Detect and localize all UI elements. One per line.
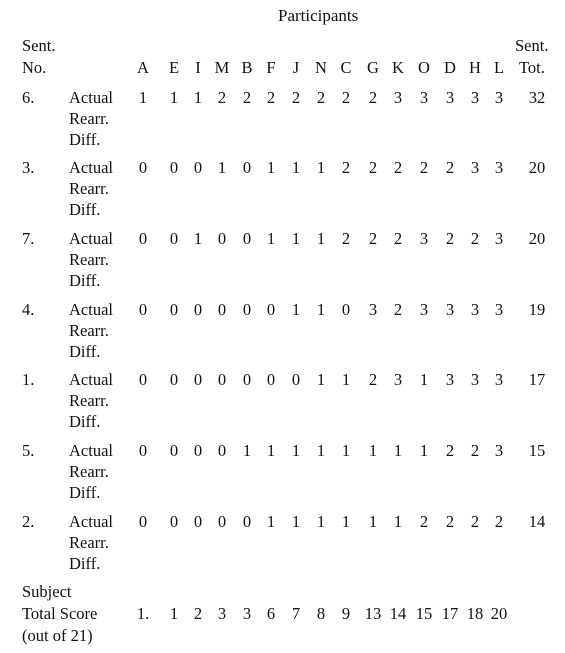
participant-header: I bbox=[195, 58, 201, 77]
sentence-number: 2. bbox=[22, 512, 35, 531]
score-cell: 2 bbox=[393, 229, 403, 248]
score-cell: 0 bbox=[193, 370, 203, 389]
participant-header: B bbox=[241, 58, 253, 77]
sentence-total: 20 bbox=[528, 229, 546, 248]
participant-header: D bbox=[444, 58, 456, 77]
row-label: Diff. bbox=[69, 483, 101, 502]
score-cell: 0 bbox=[193, 512, 203, 531]
score-cell: 2 bbox=[368, 88, 378, 107]
score-cell: 0 bbox=[193, 300, 203, 319]
row-label: Rearr. bbox=[69, 533, 109, 552]
score-cell: 2 bbox=[393, 158, 403, 177]
score-cell: 1 bbox=[291, 512, 301, 531]
sentence-number: 7. bbox=[22, 229, 35, 248]
participant-header: O bbox=[418, 58, 430, 77]
score-cell: 0 bbox=[242, 512, 252, 531]
score-cell: 0 bbox=[217, 229, 227, 248]
score-cell: 0 bbox=[169, 158, 179, 177]
subject-score: 1 bbox=[169, 604, 179, 623]
score-cell: 1 bbox=[291, 229, 301, 248]
row-label: Diff. bbox=[69, 412, 101, 431]
score-cell: 0 bbox=[169, 512, 179, 531]
score-cell: 0 bbox=[217, 441, 227, 460]
score-cell: 0 bbox=[138, 300, 148, 319]
score-cell: 0 bbox=[341, 300, 351, 319]
score-cell: 2 bbox=[419, 158, 429, 177]
subject-score: 18 bbox=[466, 604, 484, 623]
score-cell: 3 bbox=[470, 300, 480, 319]
row-label: Actual bbox=[69, 229, 113, 248]
sent-tot-header-1: Sent. bbox=[515, 36, 549, 55]
score-cell: 0 bbox=[169, 370, 179, 389]
score-cell: 0 bbox=[242, 300, 252, 319]
score-cell: 1 bbox=[316, 441, 326, 460]
row-label: Diff. bbox=[69, 554, 101, 573]
score-cell: 1 bbox=[266, 512, 276, 531]
score-cell: 3 bbox=[470, 158, 480, 177]
subject-score: 9 bbox=[341, 604, 351, 623]
score-cell: 1 bbox=[316, 158, 326, 177]
score-cell: 3 bbox=[494, 158, 504, 177]
score-cell: 1 bbox=[419, 370, 429, 389]
score-cell: 0 bbox=[217, 512, 227, 531]
score-cell: 1 bbox=[138, 88, 148, 107]
score-cell: 1 bbox=[393, 441, 403, 460]
subject-total-label: Subject bbox=[22, 582, 72, 601]
score-cell: 2 bbox=[316, 88, 326, 107]
participant-header: M bbox=[214, 58, 230, 77]
score-cell: 1 bbox=[291, 441, 301, 460]
row-label: Actual bbox=[69, 88, 113, 107]
sentence-number: 6. bbox=[22, 88, 35, 107]
score-cell: 0 bbox=[291, 370, 301, 389]
participant-header: N bbox=[315, 58, 327, 77]
score-cell: 2 bbox=[368, 370, 378, 389]
score-cell: 0 bbox=[138, 229, 148, 248]
score-cell: 0 bbox=[169, 441, 179, 460]
participant-header: F bbox=[266, 58, 276, 77]
participant-header: K bbox=[392, 58, 404, 77]
participant-header: E bbox=[168, 58, 180, 77]
score-cell: 1 bbox=[341, 441, 351, 460]
score-cell: 1 bbox=[266, 229, 276, 248]
row-label: Actual bbox=[69, 300, 113, 319]
sentence-number: 4. bbox=[22, 300, 35, 319]
score-cell: 2 bbox=[368, 229, 378, 248]
score-cell: 1 bbox=[266, 158, 276, 177]
sent-no-header-2: No. bbox=[22, 58, 47, 77]
row-label: Rearr. bbox=[69, 109, 109, 128]
row-label: Diff. bbox=[69, 130, 101, 149]
score-cell: 2 bbox=[470, 229, 480, 248]
subject-score: 1. bbox=[136, 604, 150, 623]
row-label: Diff. bbox=[69, 200, 101, 219]
row-label: Diff. bbox=[69, 342, 101, 361]
row-label: Diff. bbox=[69, 271, 101, 290]
subject-score: 14 bbox=[389, 604, 407, 623]
score-cell: 3 bbox=[445, 300, 455, 319]
sentence-total: 17 bbox=[528, 370, 546, 389]
score-cell: 1 bbox=[266, 441, 276, 460]
score-cell: 2 bbox=[445, 158, 455, 177]
score-cell: 1 bbox=[316, 512, 326, 531]
participant-header: A bbox=[137, 58, 149, 77]
subject-score: 7 bbox=[291, 604, 301, 623]
subject-score: 2 bbox=[193, 604, 203, 623]
score-cell: 1 bbox=[316, 370, 326, 389]
row-label: Rearr. bbox=[69, 250, 109, 269]
sent-no-header-1: Sent. bbox=[22, 36, 56, 55]
row-label: Actual bbox=[69, 158, 113, 177]
score-cell: 2 bbox=[368, 158, 378, 177]
score-cell: 3 bbox=[419, 88, 429, 107]
score-cell: 3 bbox=[445, 88, 455, 107]
subject-score: 13 bbox=[364, 604, 382, 623]
subject-score: 3 bbox=[217, 604, 227, 623]
score-cell: 0 bbox=[193, 158, 203, 177]
row-label: Rearr. bbox=[69, 391, 109, 410]
score-cell: 2 bbox=[393, 300, 403, 319]
score-cell: 3 bbox=[470, 370, 480, 389]
score-cell: 2 bbox=[494, 512, 504, 531]
score-cell: 3 bbox=[445, 370, 455, 389]
score-cell: 3 bbox=[494, 229, 504, 248]
score-cell: 2 bbox=[419, 512, 429, 531]
score-cell: 1 bbox=[419, 441, 429, 460]
score-cell: 2 bbox=[242, 88, 252, 107]
score-cell: 3 bbox=[494, 441, 504, 460]
score-cell: 1 bbox=[169, 88, 179, 107]
score-cell: 1 bbox=[368, 441, 378, 460]
score-cell: 2 bbox=[445, 512, 455, 531]
row-label: Rearr. bbox=[69, 462, 109, 481]
score-cell: 2 bbox=[217, 88, 227, 107]
row-label: Actual bbox=[69, 370, 113, 389]
participant-header: C bbox=[340, 58, 352, 77]
score-cell: 0 bbox=[217, 300, 227, 319]
subject-score: 20 bbox=[490, 604, 508, 623]
sentence-total: 15 bbox=[528, 441, 546, 460]
participant-header: J bbox=[292, 58, 300, 77]
row-label: Actual bbox=[69, 441, 113, 460]
score-cell: 0 bbox=[169, 229, 179, 248]
score-cell: 3 bbox=[494, 300, 504, 319]
score-cell: 1 bbox=[242, 441, 252, 460]
participant-header: L bbox=[493, 58, 505, 77]
score-cell: 1 bbox=[368, 512, 378, 531]
score-cell: 3 bbox=[419, 229, 429, 248]
sentence-total: 14 bbox=[528, 512, 546, 531]
score-cell: 1 bbox=[341, 370, 351, 389]
score-cell: 2 bbox=[470, 441, 480, 460]
score-cell: 3 bbox=[393, 370, 403, 389]
score-cell: 2 bbox=[266, 88, 276, 107]
table-title: Participants bbox=[278, 6, 359, 25]
sentence-number: 3. bbox=[22, 158, 35, 177]
score-cell: 0 bbox=[242, 370, 252, 389]
score-cell: 0 bbox=[193, 441, 203, 460]
sentence-number: 1. bbox=[22, 370, 35, 389]
score-cell: 0 bbox=[217, 370, 227, 389]
score-cell: 1 bbox=[393, 512, 403, 531]
subject-score: 15 bbox=[415, 604, 433, 623]
score-cell: 2 bbox=[470, 512, 480, 531]
subject-total-label: Total Score bbox=[22, 604, 98, 623]
score-cell: 0 bbox=[138, 370, 148, 389]
score-cell: 2 bbox=[445, 229, 455, 248]
row-label: Rearr. bbox=[69, 321, 109, 340]
subject-score: 6 bbox=[266, 604, 276, 623]
score-cell: 2 bbox=[445, 441, 455, 460]
score-cell: 3 bbox=[393, 88, 403, 107]
score-cell: 1 bbox=[341, 512, 351, 531]
subject-total-label: (out of 21) bbox=[22, 626, 93, 645]
score-cell: 1 bbox=[193, 229, 203, 248]
score-cell: 1 bbox=[316, 300, 326, 319]
score-cell: 3 bbox=[419, 300, 429, 319]
score-cell: 0 bbox=[266, 300, 276, 319]
score-cell: 1 bbox=[193, 88, 203, 107]
score-cell: 3 bbox=[368, 300, 378, 319]
score-cell: 0 bbox=[138, 441, 148, 460]
score-cell: 3 bbox=[494, 88, 504, 107]
score-cell: 3 bbox=[494, 370, 504, 389]
sentence-total: 20 bbox=[528, 158, 546, 177]
row-label: Rearr. bbox=[69, 179, 109, 198]
score-cell: 1 bbox=[316, 229, 326, 248]
sentence-total: 19 bbox=[528, 300, 546, 319]
score-cell: 0 bbox=[138, 512, 148, 531]
sentence-total: 32 bbox=[528, 88, 546, 107]
participant-header: H bbox=[469, 58, 481, 77]
score-cell: 1 bbox=[217, 158, 227, 177]
subject-score: 17 bbox=[441, 604, 459, 623]
row-label: Actual bbox=[69, 512, 113, 531]
score-cell: 1 bbox=[291, 158, 301, 177]
participant-header: G bbox=[367, 58, 379, 77]
subject-score: 3 bbox=[242, 604, 252, 623]
score-cell: 1 bbox=[291, 300, 301, 319]
score-cell: 3 bbox=[470, 88, 480, 107]
score-cell: 0 bbox=[169, 300, 179, 319]
score-cell: 0 bbox=[242, 158, 252, 177]
sent-tot-header-2: Tot. bbox=[519, 58, 545, 77]
score-cell: 2 bbox=[291, 88, 301, 107]
subject-score: 8 bbox=[316, 604, 326, 623]
score-cell: 2 bbox=[341, 229, 351, 248]
score-cell: 2 bbox=[341, 88, 351, 107]
score-cell: 0 bbox=[266, 370, 276, 389]
sentence-number: 5. bbox=[22, 441, 35, 460]
score-cell: 0 bbox=[138, 158, 148, 177]
score-cell: 0 bbox=[242, 229, 252, 248]
score-cell: 2 bbox=[341, 158, 351, 177]
